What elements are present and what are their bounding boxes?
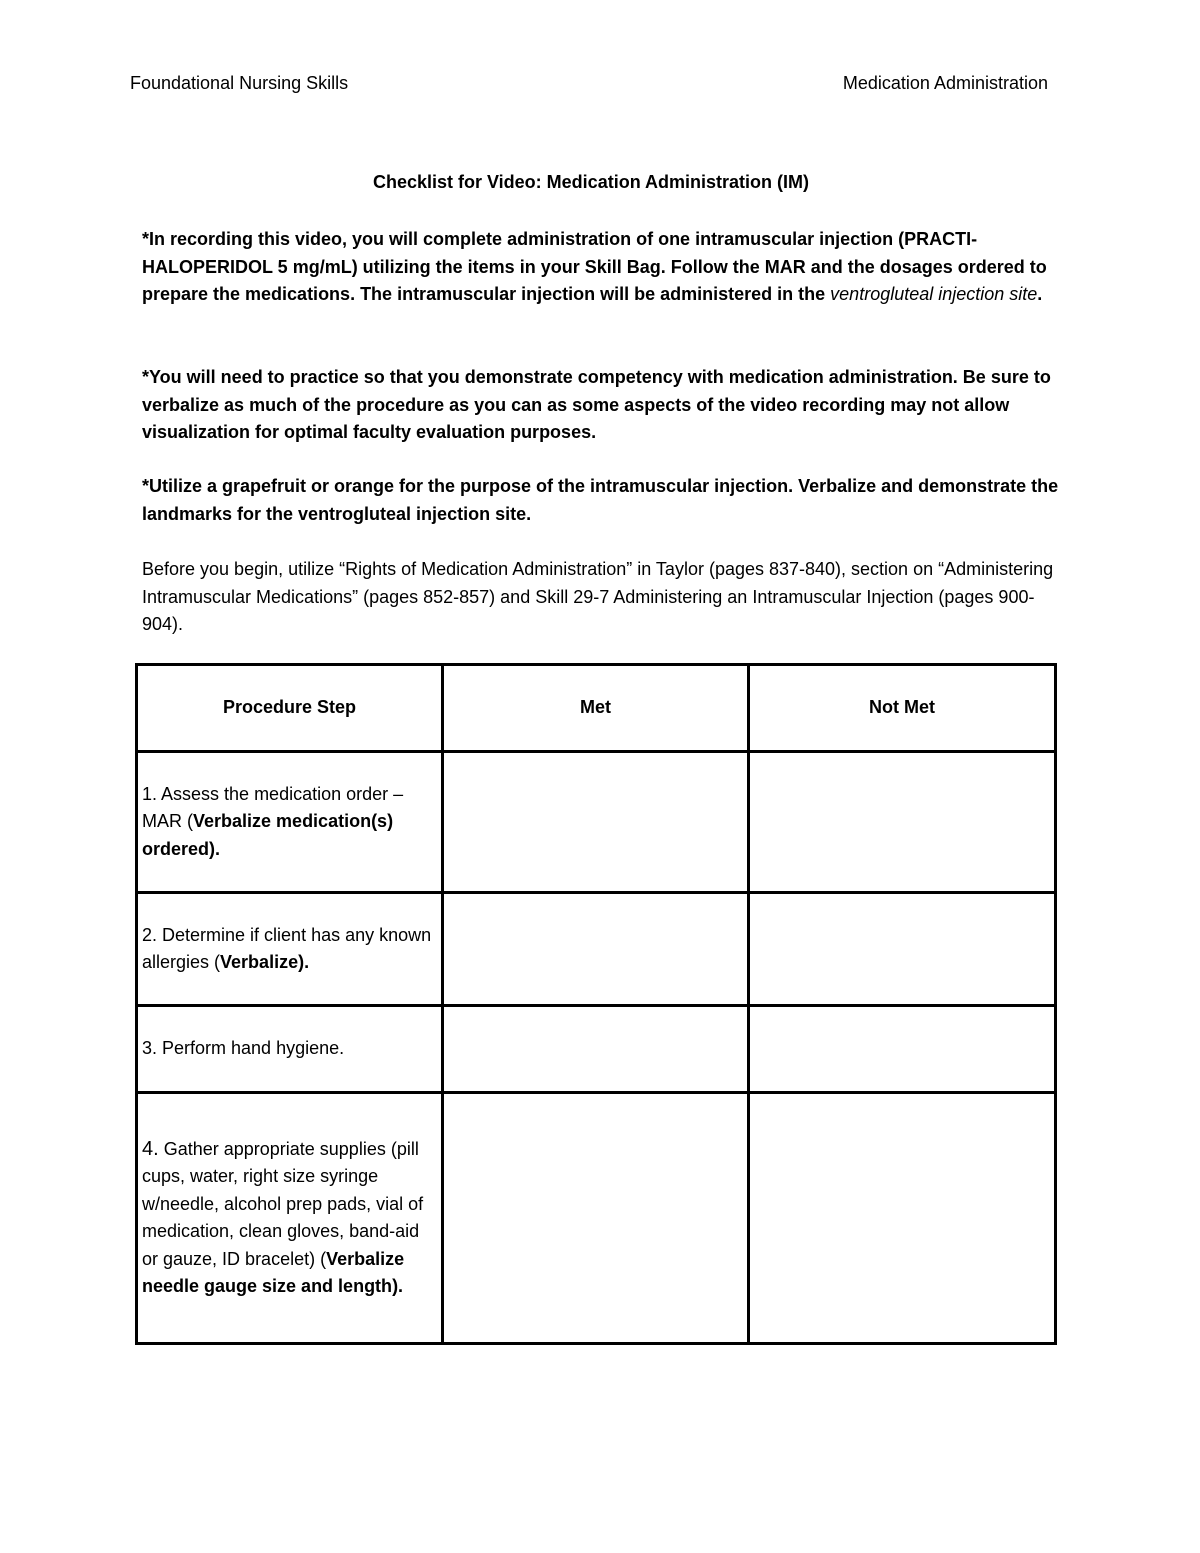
table-row	[137, 1093, 1056, 1344]
page-header-left: Foundational Nursing Skills	[130, 73, 349, 93]
table-row	[137, 752, 1056, 893]
step-number: 4.	[142, 1137, 159, 1160]
step-number: 1.	[142, 783, 158, 804]
step-text: Assess the medication order – MAR (	[142, 783, 404, 832]
step-end: ).	[209, 838, 221, 859]
procedure-step-cell	[137, 893, 443, 1006]
procedure-step-cell	[137, 752, 443, 893]
step-number: 3.	[142, 1038, 158, 1059]
document-title: Checklist for Video: Medication Administration (IM)	[372, 172, 810, 192]
step-number: 2.	[142, 924, 158, 945]
met-cell[interactable]	[443, 1006, 749, 1093]
met-cell[interactable]	[443, 752, 749, 893]
checklist-table	[135, 663, 1057, 1345]
table-row	[137, 1006, 1056, 1093]
procedure-step-cell	[137, 1093, 443, 1344]
step-text: Gather appropriate supplies (pill cups, water, right size syringe w/needle, alcohol prep pads, vial of medication, clean gloves, band-aid or gauze, ID bracelet) (	[142, 1138, 424, 1269]
step-text: Perform hand hygiene.	[157, 1038, 345, 1059]
step-verbalize: Verbalize	[220, 952, 299, 972]
table-header-row	[137, 665, 1056, 752]
not-met-cell[interactable]	[749, 893, 1056, 1006]
met-cell[interactable]	[443, 1093, 749, 1344]
injection-site-text: ventrogluteal injection site	[830, 284, 1038, 304]
step-verbalize: Verbalize medication(s) ordered	[142, 811, 394, 859]
not-met-cell[interactable]	[749, 1093, 1056, 1344]
header-met: Met	[443, 665, 749, 752]
step-text: Determine if client has any known allergies (	[142, 924, 432, 972]
instruction-paragraph-2: *You will need to practice so that you demonstrate competency with medication administration. Be sure to verbalize as much of the procedure as you can as some aspects of the video recording may not allow visualization for optimal faculty evaluation purposes.	[142, 367, 1051, 442]
instruction-text: *In recording this video, you will complete administration of one intramuscular injection (PRACTI-HALOPERIDOL 5 mg/mL) utilizing the items in your Skill Bag. Follow the MAR and the dosages ordered to prepare the medications. The intramuscular injection will be administered in the	[142, 229, 1047, 304]
instruction-paragraph-1	[142, 226, 1062, 309]
not-met-cell[interactable]	[749, 752, 1056, 893]
met-cell[interactable]	[443, 893, 749, 1006]
table-row	[137, 893, 1056, 1006]
header-procedure-step: Procedure Step	[137, 665, 443, 752]
reference-paragraph: Before you begin, utilize “Rights of Medication Administration” in Taylor (pages 837-840), section on “Administering Intramuscular Medications” (pages 852-857) and Skill 29-7 Administering an Intramuscular Injection (pages 900-904).	[142, 559, 1054, 634]
step-end: ).	[392, 1276, 404, 1296]
procedure-step-cell	[137, 1006, 443, 1093]
instruction-end: .	[1037, 284, 1043, 304]
header-not-met: Not Met	[749, 665, 1056, 752]
instruction-paragraph-3: *Utilize a grapefruit or orange for the purpose of the intramuscular injection. Verbalize and demonstrate the landmarks for the ventrogluteal injection site.	[142, 476, 1059, 524]
step-verbalize: Verbalize needle gauge size and length	[142, 1248, 405, 1296]
page-header-right: Medication Administration	[842, 73, 1048, 93]
not-met-cell[interactable]	[749, 1006, 1056, 1093]
step-end: ).	[298, 952, 310, 972]
